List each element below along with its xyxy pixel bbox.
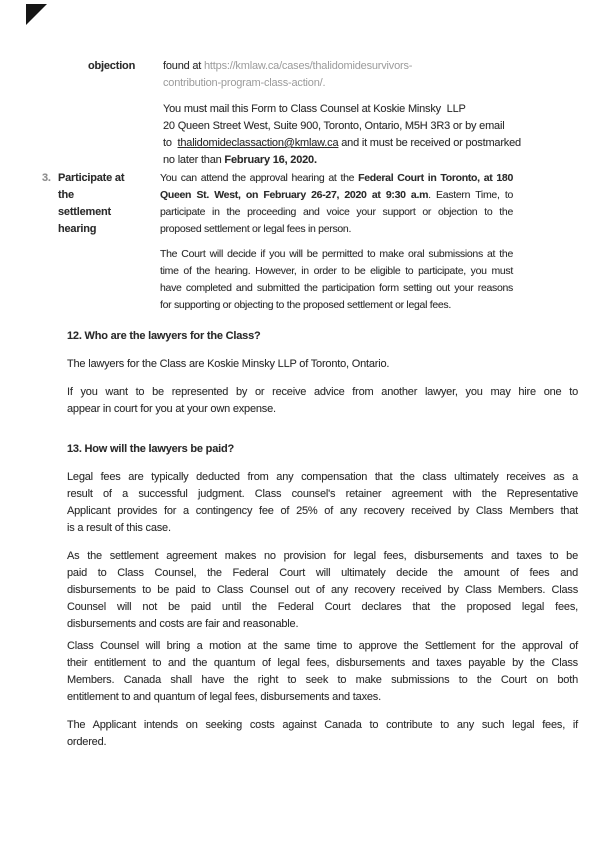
text-segment: to <box>163 137 178 149</box>
text-segment: February 16, 2020. <box>224 154 317 166</box>
text-segment: the <box>58 189 74 201</box>
text-segment: Participate at <box>58 172 125 184</box>
text-segment: The lawyers for the Class are Koskie Minsky LLP of Toronto, Ontario. <box>67 358 390 370</box>
text-line <box>160 280 513 297</box>
text-line <box>58 187 156 204</box>
text-segment: Federal Court in Toronto, at 180 <box>358 172 513 184</box>
text-segment: Counsel will not be paid until the Federal Court declares that the proposed legal fees, <box>67 601 578 613</box>
text-line <box>163 58 548 75</box>
text-line <box>160 170 513 187</box>
text-line <box>160 263 513 280</box>
text-segment: no later than <box>163 154 225 166</box>
text-segment: If you want to be represented by or receive advice from another lawyer, you may hire one to <box>67 386 578 398</box>
text-line <box>163 101 548 118</box>
text-line <box>67 582 578 599</box>
text-segment: You can attend the approval hearing at the <box>160 172 359 184</box>
text-line <box>67 734 578 751</box>
text-segment: Members. Canada shall have the right to seek to make submissions to the Court on both <box>67 674 578 686</box>
text-line <box>58 204 156 221</box>
text-segment: Class Counsel will bring a motion at the same time to approve the Settlement for the approval of <box>67 640 578 652</box>
text-line <box>67 384 578 401</box>
text-segment: time of the hearing. However, in order to be eligible to participate, you must <box>160 265 513 277</box>
text-line <box>160 187 513 204</box>
text-line <box>67 356 578 373</box>
text-line <box>163 75 548 92</box>
mail-instructions-paragraph <box>163 101 548 169</box>
text-line <box>67 548 578 565</box>
text-segment: hearing <box>58 223 97 235</box>
text-segment: is a result of this case. <box>67 522 171 534</box>
text-segment: disbursements to be paid to Class Counsel out of any recovery received by Class Members. Class <box>67 584 578 596</box>
text-line <box>163 152 548 169</box>
text-segment: Legal fees are typically deducted from any compensation that the class ultimately receives as a <box>67 471 578 483</box>
text-line <box>67 616 578 633</box>
text-segment: disbursements and costs are fair and reasonable. <box>67 618 299 630</box>
text-segment: their entitlement to and the quantum of legal fees, disbursements and taxes payable by the Class <box>67 657 578 669</box>
legal-fees-paragraph <box>67 469 578 537</box>
text-segment: . Eastern Time, to <box>428 189 513 201</box>
text-segment: have completed and submitted the participation form setting out your reasons <box>160 282 513 294</box>
court-decide-paragraph <box>160 246 513 314</box>
text-line <box>67 565 578 582</box>
text-line <box>67 717 578 734</box>
found-at-paragraph <box>163 58 548 92</box>
text-segment: proposed settlement or legal fees in person. <box>160 223 352 235</box>
text-segment: You must mail this Form to Class Counsel at Koskie Minsky LLP <box>163 103 466 115</box>
text-line <box>58 170 156 187</box>
url-text: https://kmlaw.ca/cases/thalidomidesurvivors- <box>204 60 413 72</box>
settlement-agreement-paragraph <box>67 548 578 633</box>
applicant-costs-paragraph <box>67 717 578 751</box>
item-3-label <box>58 170 156 238</box>
text-line <box>67 503 578 520</box>
text-line <box>67 486 578 503</box>
text-segment: Queen St. West, on February 26-27, 2020 at 9:30 a.m <box>160 189 429 201</box>
text-line <box>160 204 513 221</box>
text-segment: The Court will decide if you will be permitted to make oral submissions at the <box>160 248 513 260</box>
text-segment: The Applicant intends on seeking costs against Canada to contribute to any such legal fees, if <box>67 719 578 731</box>
text-segment: for supporting or objecting to the proposed settlement or legal fees. <box>160 299 451 311</box>
text-line <box>67 655 578 672</box>
text-line <box>58 221 156 238</box>
objection-row-body <box>163 58 548 169</box>
text-segment: paid to Class Counsel, the Federal Court will ultimately decide the amount of fees and <box>67 567 578 579</box>
text-line <box>67 638 578 655</box>
section-13-heading: 13. How will the lawyers be paid? <box>67 443 235 455</box>
text-segment: result of a successful judgment. Class counsel's retainer agreement with the Representative <box>67 488 578 500</box>
url-text: contribution-program-class-action/. <box>163 77 326 89</box>
text-line <box>67 469 578 486</box>
item-3-body <box>160 170 513 314</box>
text-segment: found at <box>163 60 205 72</box>
text-line <box>67 599 578 616</box>
text-segment: settlement <box>58 206 112 218</box>
text-segment: 20 Queen Street West, Suite 900, Toronto, Ontario, M5H 3R3 or by email <box>163 120 505 132</box>
text-line <box>163 118 548 135</box>
text-line <box>160 297 513 314</box>
text-segment: As the settlement agreement makes no provision for legal fees, disbursements and taxes to be <box>67 550 578 562</box>
text-line <box>67 520 578 537</box>
email-address-text: thalidomideclassaction@kmlaw.ca <box>177 137 339 149</box>
text-segment: participate in the proceeding and voice your support or objection to the <box>160 206 513 218</box>
text-segment: appear in court for you at your own expense. <box>67 403 276 415</box>
text-line <box>67 689 578 706</box>
text-segment: ordered. <box>67 736 107 748</box>
text-line <box>160 221 513 238</box>
hire-lawyer-paragraph <box>67 384 578 418</box>
text-line <box>160 246 513 263</box>
text-line <box>67 401 578 418</box>
counsel-motion-paragraph <box>67 638 578 706</box>
item-3-number: 3. <box>42 172 51 184</box>
text-segment: entitlement to and quantum of legal fees, disbursements and taxes. <box>67 691 381 703</box>
text-segment: and it must be received or postmarked <box>338 137 521 149</box>
text-line <box>163 135 548 152</box>
corner-scan-mark <box>26 4 47 25</box>
objection-row-label: objection <box>88 60 136 72</box>
attend-hearing-paragraph <box>160 170 513 238</box>
section-12-heading: 12. Who are the lawyers for the Class? <box>67 330 261 342</box>
text-segment: Applicant provides for a contingency fee of 25% of any recovery received by Class Members that <box>67 505 578 517</box>
lawyers-paragraph <box>67 356 578 373</box>
text-line <box>67 672 578 689</box>
